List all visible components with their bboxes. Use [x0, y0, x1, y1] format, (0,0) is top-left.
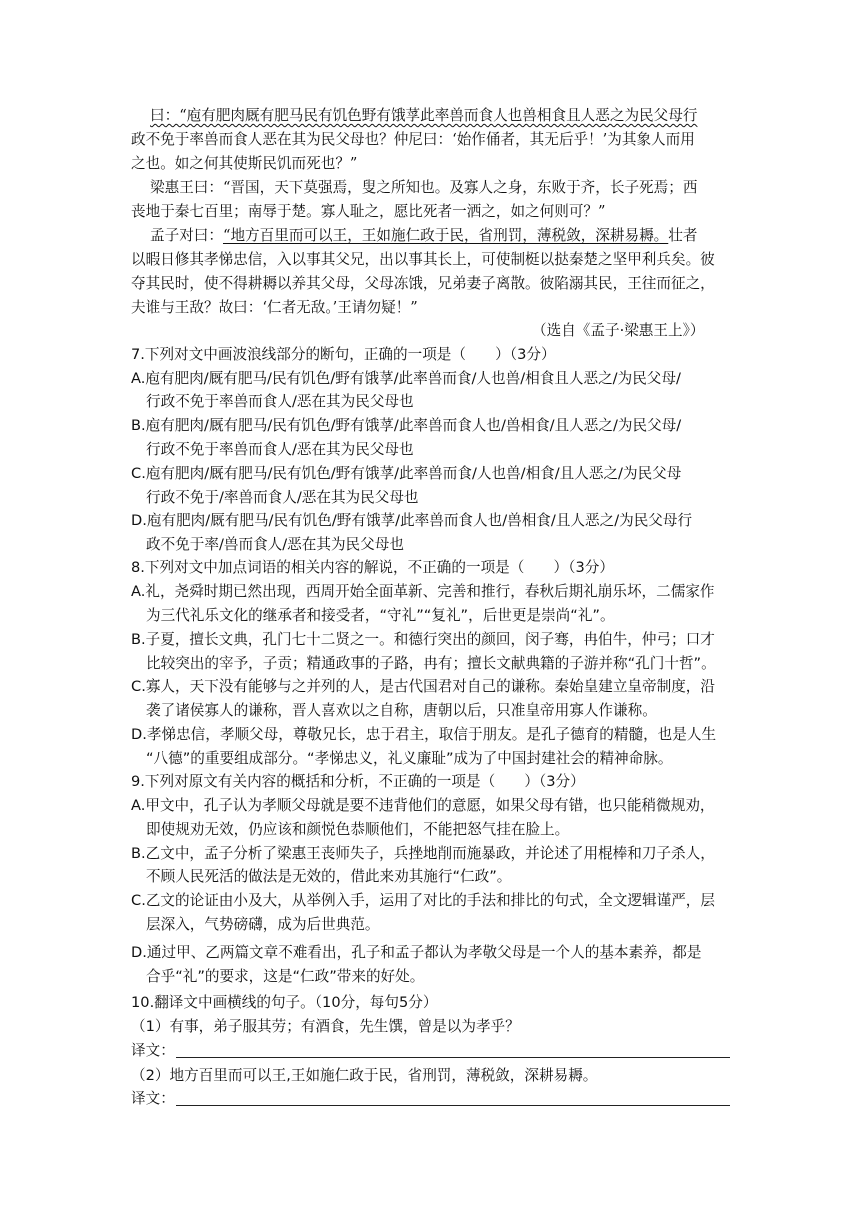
q7-option-c-line2: 行政不免于/率兽而食人/恶在其为民父母也	[146, 489, 419, 506]
q7-option-c-line1[interactable]: C.庖有肥肉/厩有肥马/民有饥色/野有饿莩/此率兽而食/人也兽/相食/且人恶之/为民父母	[131, 465, 682, 482]
q8-option-c-line2: 袭了诸侯寡人的谦称，晋人喜欢以之自称，唐朝以后，只准皇帝用寡人作谦称。	[146, 702, 657, 719]
q7-option-a-line2: 行政不免于率兽而食人/恶在其为民父母也	[146, 393, 414, 410]
passage-p3-prefix: 孟子对曰：	[150, 227, 223, 244]
q9-option-d-line2: 合乎“礼”的要求，这是“仁政”带来的好处。	[146, 968, 425, 985]
q7-stem: 7.下列对文中画波浪线部分的断句，正确的一项是（ ）（3分）	[131, 346, 556, 363]
q7-option-a-line1[interactable]: A.庖有肥肉/厩有肥马/民有饥色/野有饿莩/此率兽而食/人也兽/相食且人恶之/为民父母/	[131, 370, 681, 387]
q8-option-a-line2: 为三代礼乐文化的继承者和接受者，“守礼”“复礼”，后世更是崇尚“礼”。	[146, 607, 615, 624]
q7-option-d-line1[interactable]: D.庖有肥肉/厩有肥马/民有饥色/野有饿莩/此率兽而食人也/兽相食/且人恶之/为民父母行	[131, 512, 693, 529]
q9-option-c-line1[interactable]: C.乙文的论证由小及大，从举例入手，运用了对比的手法和排比的句式，全文逻辑谨严，层	[131, 892, 715, 909]
passage-p2-line1: 梁惠王曰：“晋国，天下莫强焉，叟之所知也。及寡人之身，东败于齐，长子死焉；西	[150, 179, 698, 196]
q10-stem: 10.翻译文中画横线的句子。（10分，每句5分）	[131, 994, 438, 1011]
q9-option-c-line2: 层深入，气势磅礴，成为后世典范。	[146, 916, 380, 933]
q8-option-c-line1[interactable]: C.寡人，天下没有能够与之并列的人，是古代国君对自己的谦称。秦始皇建立皇帝制度，沿	[131, 678, 715, 695]
q8-option-b-line2: 比较突出的宰予，子贡；精通政事的子路，冉有；擅长文献典籍的子游并称“孔门十哲”。	[146, 655, 716, 672]
q10-answer1-line[interactable]	[176, 1057, 730, 1058]
passage-p1-line2: 政不免于率兽而食人恶在其为民父母也？仲尼曰：‘始作俑者，其无后乎！’为其象人而用	[131, 131, 695, 148]
q9-option-b-line1[interactable]: B.乙文中，孟子分析了梁惠王丧师失子，兵挫地削而施暴政，并论述了用棍棒和刀子杀人，	[131, 845, 715, 862]
passage-p1-line1: 曰：“庖有肥肉厩有肥马民有饥色野有饿莩此率兽而食人也兽相食且人恶之为民父母行	[150, 107, 698, 124]
q8-option-a-line1[interactable]: A.礼，尧舜时期已然出现，西周开始全面革新、完善和推行，春秋后期礼崩乐坏，二儒家作	[131, 583, 715, 600]
q8-option-b-line1[interactable]: B.子夏，擅长文典，孔门七十二贤之一。和德行突出的颜回，闵子骞，冉伯牛，仲弓；口才	[131, 631, 715, 648]
q7-option-b-line1[interactable]: B.庖有肥肉/厩有肥马/民有饥色/野有饿莩/此率兽而食人也/兽相食/且人恶之/为民父母/	[131, 417, 682, 434]
q9-option-a-line2: 即使规劝无效，仍应该和颜悦色恭顺他们，不能把怒气挂在脸上。	[146, 821, 570, 838]
q9-option-d-line1[interactable]: D.通过甲、乙两篇文章不难看出，孔子和孟子都认为孝敬父母是一个人的基本素养，都是	[131, 944, 702, 961]
q8-stem: 8.下列对文中加点词语的相关内容的解说，不正确的一项是（ ）（3分）	[131, 559, 614, 576]
q9-option-b-line2: 不顾人民死活的做法是无效的，借此来劝其施行“仁政”。	[146, 868, 512, 885]
q10-label2: 译文：	[131, 1090, 175, 1107]
passage-p3-rest: 壮者	[668, 227, 698, 244]
q8-option-d-line1[interactable]: D.孝悌忠信，孝顺父母，尊敬兄长，忠于君主，取信于朋友。是孔子德育的精髓，也是人生	[131, 726, 717, 743]
passage-p3-line4: 夫谁与王敌？故曰：‘仁者无敌。’王请勿疑！”	[131, 299, 418, 316]
passage-p2-line2: 丧地于秦七百里；南辱于楚。寡人耻之，愿比死者一洒之，如之何则可？”	[131, 203, 606, 220]
q10-answer2-line[interactable]	[176, 1105, 730, 1106]
q10-item1: （1）有事，弟子服其劳；有酒食，先生馔，曾是以为孝乎？	[131, 1018, 520, 1035]
q7-option-d-line2: 政不免于率/兽而食人/恶在其为民父母也	[146, 536, 404, 553]
passage-p3-line2: 以暇日修其孝悌忠信，入以事其父兄，出以事其长上，可使制梃以挞秦楚之坚甲利兵矣。彼	[131, 251, 715, 268]
passage-p1-line3: 之也。如之何其使斯民饥而死也？”	[131, 155, 358, 172]
q9-option-a-line1[interactable]: A.甲文中，孔子认为孝顺父母就是要不违背他们的意愿，如果父母有错，也只能稍微规劝，	[131, 797, 715, 814]
q9-stem: 9.下列对原文有关内容的概括和分析，不正确的一项是（ ）（3分）	[131, 773, 585, 790]
passage-p3-line1	[150, 226, 697, 246]
passage-p3-line3: 夺其民时，使不得耕耨以养其父母，父母冻饿，兄弟妻子离散。彼陷溺其民，王往而征之，	[131, 275, 715, 292]
q7-option-b-line2: 行政不免于率兽而食人/恶在其为民父母也	[146, 441, 414, 458]
q10-label1: 译文：	[131, 1042, 175, 1059]
q8-option-d-line2: “八德”的重要组成部分。“孝悌忠义，礼义廉耻”成为了中国封建社会的精神命脉。	[146, 750, 673, 767]
passage-source: （选自《孟子·梁惠王上》）	[532, 322, 705, 339]
passage-p3-underlined: “地方百里而可以王，王如施仁政于民，省刑罚，薄税敛，深耕易耨。	[222, 227, 669, 244]
q10-item2: （2）地方百里而可以王,王如施仁政于民，省刑罚，薄税敛，深耕易耨。	[131, 1067, 598, 1084]
